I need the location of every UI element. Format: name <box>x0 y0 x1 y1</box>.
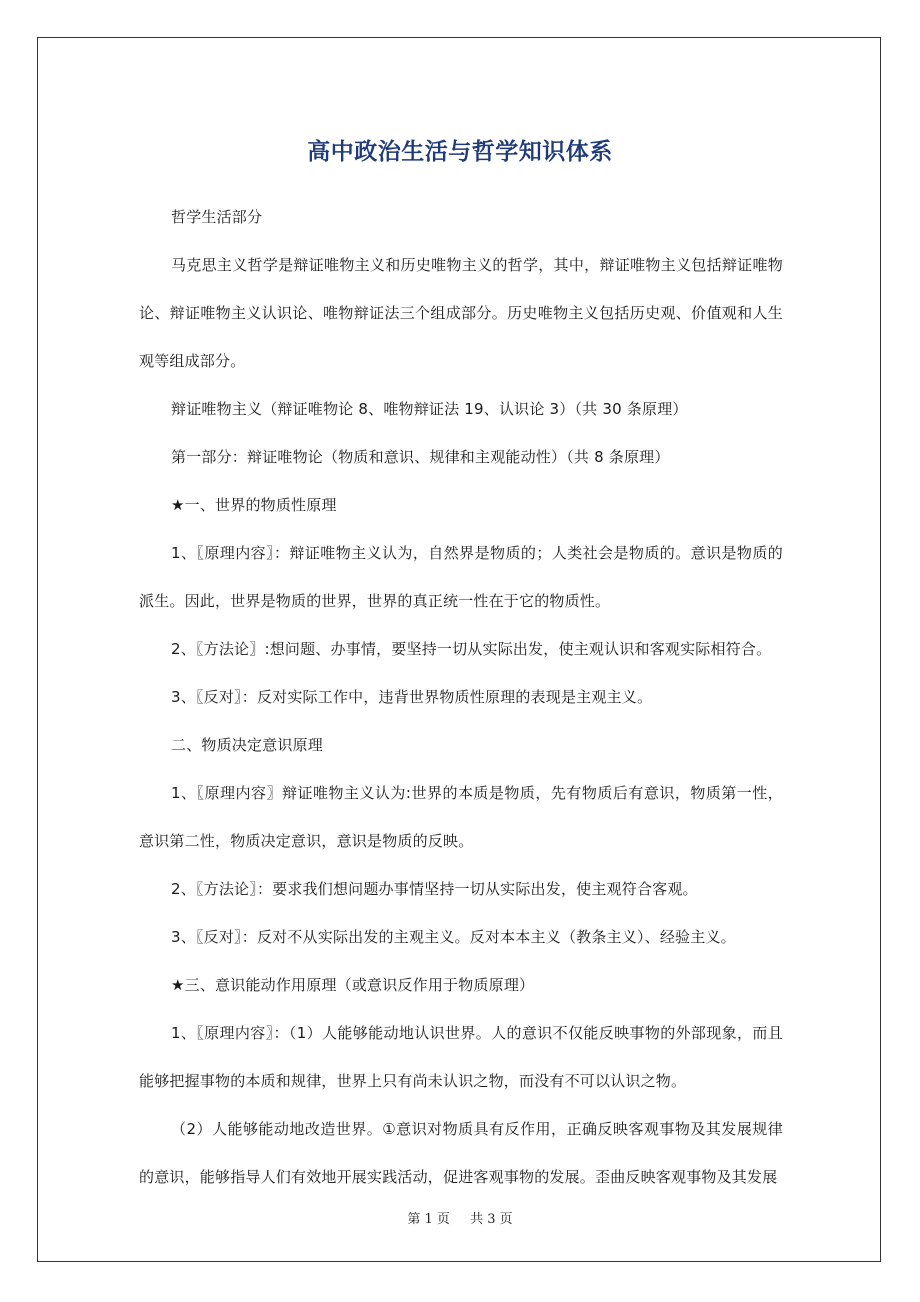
page-footer <box>0 1208 920 1227</box>
page-number: 第 1 页 <box>407 1212 450 1227</box>
paragraph: （2）人能够能动地改造世界。①意识对物质具有反作用，正确反映客观事物及其发展规律的意识，能够指导人们有效地开展实践活动，促进客观事物的发展。歪曲反映客观事物及其发展 <box>139 1120 783 1186</box>
paragraph: 1、〖原理内容〗：（1）人能够能动地认识世界。人的意识不仅能反映事物的外部现象，而且能够把握事物的本质和规律，世界上只有尚未认识之物，而没有不可以认识之物。 <box>139 1024 783 1090</box>
principle-heading: ★三、意识能动作用原理（或意识反作用于物质原理） <box>171 976 535 994</box>
paragraph: 2、〖方法论〗：要求我们想问题办事情坚持一切从实际出发，使主观符合客观。 <box>171 880 698 898</box>
principle-heading: ★一、世界的物质性原理 <box>171 496 337 514</box>
section-heading: 哲学生活部分 <box>171 208 263 226</box>
document-body <box>139 193 783 1201</box>
section-heading: 第一部分：辩证唯物论（物质和意识、规律和主观能动性）（共 8 条原理） <box>171 448 670 466</box>
document-title: 高中政治生活与哲学知识体系 <box>307 139 613 166</box>
principle-heading: 二、物质决定意识原理 <box>171 736 324 754</box>
paragraph: 3、〖反对〗：反对不从实际出发的主观主义。反对本本主义（教条主义）、经验主义。 <box>171 928 736 946</box>
paragraph: 马克思主义哲学是辩证唯物主义和历史唯物主义的哲学，其中，辩证唯物主义包括辩证唯物论、辩证唯物主义认识论、唯物辩证法三个组成部分。历史唯物主义包括历史观、价值观和人生观等组成部分。 <box>139 256 783 370</box>
paragraph: 2、〖方法论〗:想问题、办事情，要坚持一切从实际出发，使主观认识和客观实际相符合。 <box>171 640 772 658</box>
paragraph: 1、〖原理内容〗：辩证唯物主义认为，自然界是物质的；人类社会是物质的。意识是物质的派生。因此，世界是物质的世界，世界的真正统一性在于它的物质性。 <box>139 544 783 610</box>
paragraph: 1、〖原理内容〗辩证唯物主义认为:世界的本质是物质，先有物质后有意识，物质第一性，意识第二性，物质决定意识，意识是物质的反映。 <box>139 784 783 850</box>
section-heading: 辩证唯物主义（辩证唯物论 8、唯物辩证法 19、认识论 3）（共 30 条原理） <box>171 400 688 418</box>
page-total: 共 3 页 <box>470 1212 513 1227</box>
paragraph: 3、〖反对〗：反对实际工作中，违背世界物质性原理的表现是主观主义。 <box>171 688 653 706</box>
